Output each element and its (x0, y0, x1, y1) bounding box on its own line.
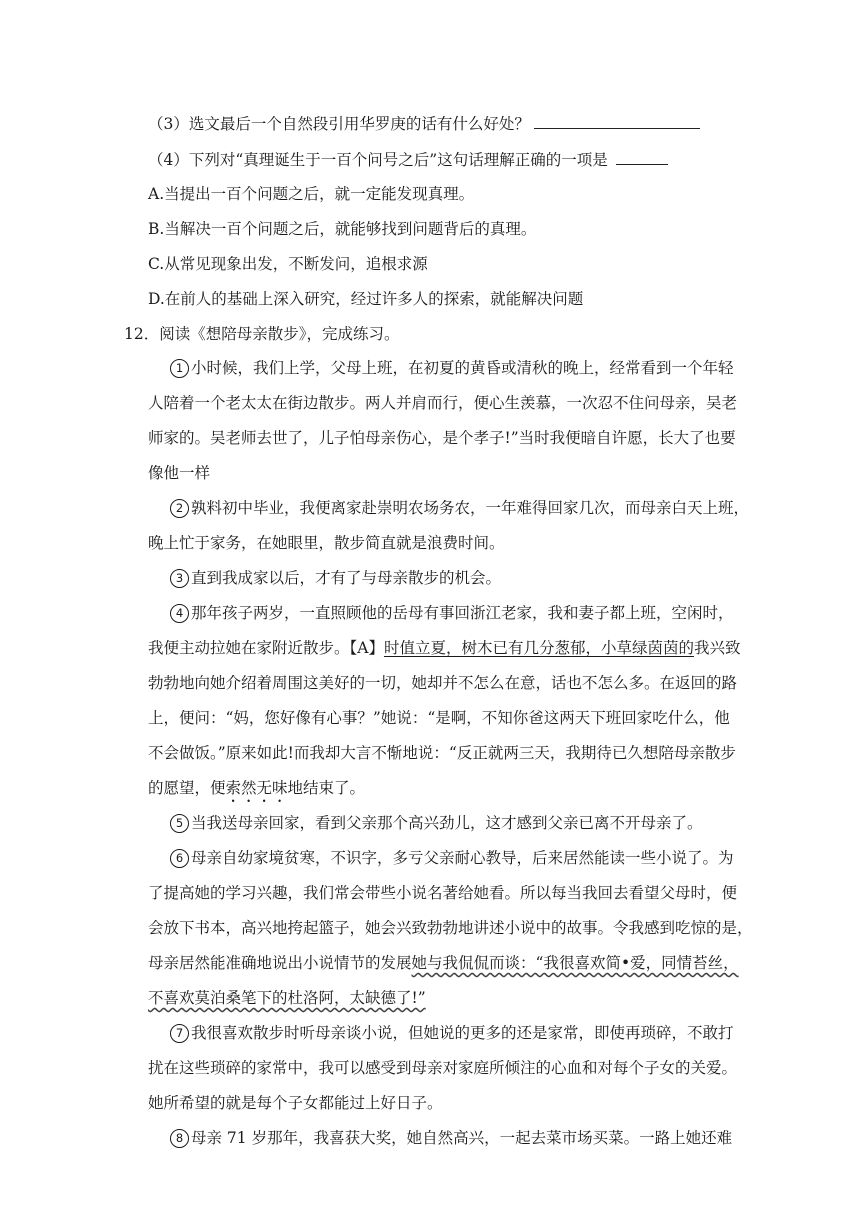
paragraph-4-line-4: 上，便问：“妈，您好像有心事？”她说：“是啊，不知你爸这两天下班回家吃什么，他 (148, 709, 730, 727)
paragraph-5-line-1: 5 当我送母亲回家，看到父亲那个高兴劲儿，这才感到父亲已离不开母亲了。 (170, 812, 703, 834)
paragraph-1-line-1: 1 小时候，我们上学，父母上班，在初夏的黄昏或清秋的晚上，经常看到一个年轻 (170, 357, 734, 379)
answer-blank-4[interactable] (616, 148, 668, 165)
paragraph-2-line-2: 晚上忙于家务，在她眼里，散步简直就是浪费时间。 (148, 534, 505, 552)
paragraph-number: 3 (170, 569, 189, 588)
paragraph-number: 1 (170, 359, 189, 378)
paragraph-1-line-2: 人陪着一个老太太在街边散步。两人并肩而行，便心生羡慕，一次忍不住问母亲，吴老 (148, 394, 738, 412)
paragraph-6-line-2: 了提高她的学习兴趣，我们常会带些小说名著给她看。所以每当我回去看望父母时，便 (148, 884, 738, 902)
paragraph-number: 6 (170, 849, 189, 868)
question-3-text: （3）选文最后一个自然段引用华罗庚的话有什么好处？ (148, 115, 530, 133)
wavy-underlined-quote-cont: 不喜欢莫泊桑笔下的杜洛阿，太缺德了!” (148, 989, 426, 1007)
underlined-sentence-a: 时值立夏，树木已有几分葱郁，小草绿茵茵的 (383, 639, 694, 657)
question-3 (148, 112, 700, 135)
paragraph-4-line-5: 不会做饭。”原来如此!而我却大言不惭地说：“反正就两三天，我期待已久想陪母亲散步 (148, 744, 736, 762)
question-4 (148, 148, 668, 171)
wavy-underlined-quote: 她与我侃侃而谈：“我很喜欢简•爱，同情苔丝， (411, 954, 739, 972)
paragraph-3-line-1: 3 直到我成家以后，才有了与母亲散步的机会。 (170, 567, 501, 589)
paragraph-1-line-4: 像他一样 (148, 464, 211, 482)
paragraph-7-line-3: 她所希望的就是每个子女都能过上好日子。 (148, 1094, 443, 1112)
question-4-text: （4）下列对“真理诞生于一百个问号之后”这句话理解正确的一项是 (148, 151, 608, 169)
paragraph-6-line-4: 母亲居然能准确地说出小说情节的发展她与我侃侃而谈：“我很喜欢简•爱，同情苔丝， (148, 954, 739, 972)
paragraph-number: 4 (170, 604, 189, 623)
answer-blank-3[interactable] (534, 112, 700, 129)
paragraph-7-line-1: 7 我很喜欢散步时听母亲谈小说，但她说的更多的还是家常，即使再琐碎，不敢打 (170, 1022, 734, 1044)
option-c: C.从常见现象出发，不断发问，追根求源 (148, 255, 428, 273)
paragraph-6-line-3: 会放下书本，高兴地挎起篮子，她会兴致勃勃地讲述小说中的故事。令我感到吃惊的是， (148, 919, 753, 937)
paragraph-7-line-2: 扰在这些琐碎的家常中，我可以感受到母亲对家庭所倾注的心血和对每个子女的关爱。 (148, 1059, 738, 1077)
paragraph-6-line-5 (148, 987, 426, 1009)
paragraph-1-line-3: 师家的。吴老师去世了，儿子怕母亲伤心，是个孝子!”当时我便暗自许愿，长大了也要 (148, 429, 736, 447)
paragraph-number: 2 (170, 499, 189, 518)
paragraph-6-line-1: 6 母亲自幼家境贫寒，不识字，多亏父亲耐心教导，后来居然能读一些小说了。为 (170, 847, 734, 869)
paragraph-2-line-1: 2 孰料初中毕业，我便离家赴崇明农场务农，一年难得回家几次，而母亲白天上班， (170, 497, 749, 519)
option-b: B.当解决一百个问题之后，就能够找到问题背后的真理。 (148, 220, 537, 238)
paragraph-number: 8 (170, 1129, 189, 1148)
option-d: D.在前人的基础上深入研究，经过许多人的探索，就能解决问题 (148, 290, 584, 308)
paragraph-4-line-3: 勃勃地向她介绍着周围这美好的一切，她却并不怎么在意，话也不怎么多。在返回的路 (148, 674, 738, 692)
paragraph-number: 7 (170, 1024, 189, 1043)
paragraph-4-line-2: 我便主动拉她在家附近散步。【A】时值立夏，树木已有几分葱郁，小草绿茵茵的我兴致 (148, 639, 741, 657)
paragraph-4-line-1: 4 那年孩子两岁，一直照顾他的岳母有事回浙江老家，我和妻子都上班，空闲时， (170, 602, 734, 624)
paragraph-4-line-6: 的愿望，便索然无味地结束了。 (148, 779, 366, 797)
paragraph-number: 5 (170, 814, 189, 833)
question-12-title: 12．阅读《想陪母亲散步》，完成练习。 (124, 325, 400, 343)
option-a: A.当提出一百个问题之后，就一定能发现真理。 (148, 185, 475, 203)
dotted-phrase: 索然无味 (225, 779, 288, 797)
paragraph-8-line-1: 8 母亲 71 岁那年，我喜获大奖，她自然高兴，一起去菜市场买菜。一路上她还难 (170, 1127, 732, 1149)
